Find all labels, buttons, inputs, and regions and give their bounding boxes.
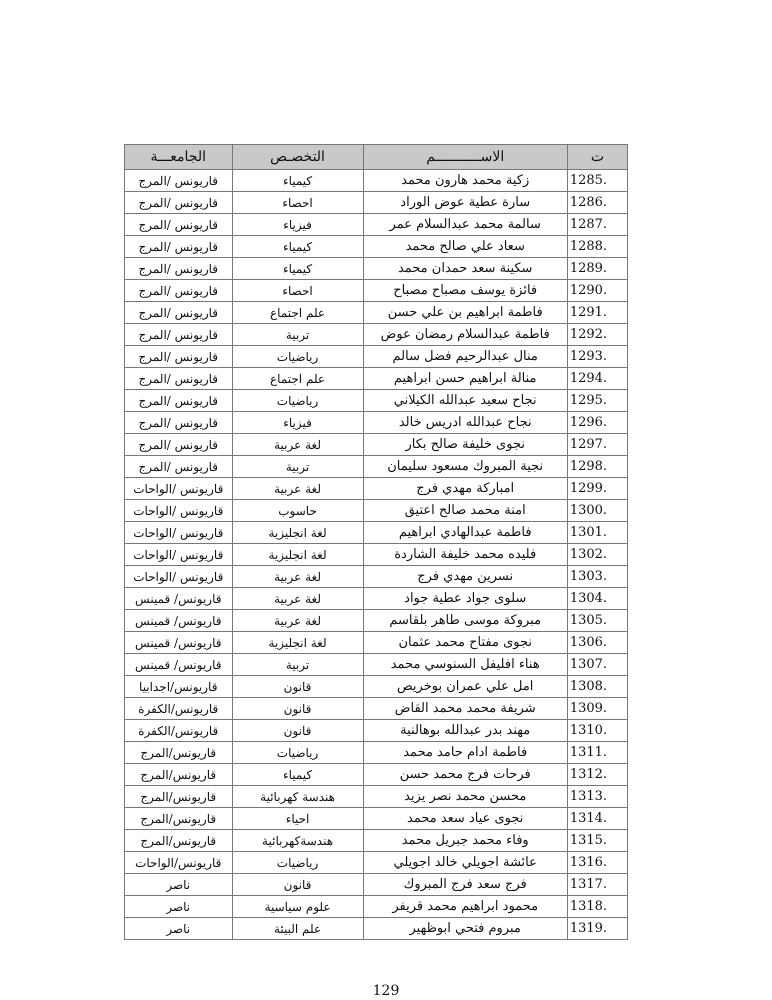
row-name: فاطمة عبدالهادي ابراهيم [363,522,567,544]
row-specialization: رياضيات [232,390,363,412]
row-name: زكية محمد هارون محمد [363,170,567,192]
row-name: نجاح عبدالله ادريس خالد [363,412,567,434]
row-name: محسن محمد نصر يزيد [363,786,567,808]
header-specialization: التخصـص [232,145,363,170]
row-university: قاريونس /المرج [125,324,233,346]
table-row [125,214,628,236]
graduates-table [124,144,628,940]
row-specialization: فيزياء [232,214,363,236]
table-row [125,720,628,742]
table-row [125,258,628,280]
row-name: فاطمة ابراهيم بن علي حسن [363,302,567,324]
row-university: قاريونس/ قمينس [125,588,233,610]
row-number: 1309. [567,698,627,720]
row-name: مهند بدر عبدالله بوهالنية [363,720,567,742]
row-name: فرج سعد فرج المبروك [363,874,567,896]
row-number: 1302. [567,544,627,566]
row-specialization: حاسوب [232,500,363,522]
row-name: شريفة محمد محمد القاض [363,698,567,720]
row-number: 1288. [567,236,627,258]
row-number: 1314. [567,808,627,830]
row-name: فاطمة ادام حامد محمد [363,742,567,764]
row-number: 1285. [567,170,627,192]
row-specialization: لغة عربية [232,566,363,588]
row-name: سكينة سعد حمدان محمد [363,258,567,280]
table-row [125,478,628,500]
row-name: محمود ابراهيم محمد قريفر [363,896,567,918]
row-number: 1319. [567,918,627,940]
table-row [125,566,628,588]
row-specialization: رياضيات [232,742,363,764]
table-row [125,786,628,808]
row-number: 1290. [567,280,627,302]
row-name: امل علي عمران بوخريص [363,676,567,698]
row-specialization: لغة عربية [232,610,363,632]
row-university: ناصر [125,896,233,918]
row-name: سعاد علي صالح محمد [363,236,567,258]
row-number: 1312. [567,764,627,786]
row-name: فليده محمد خليفة الشاردة [363,544,567,566]
row-number: 1317. [567,874,627,896]
page-number: 129 [372,983,400,999]
row-name: وفاء محمد جبريل محمد [363,830,567,852]
row-specialization: لغة انجليزية [232,522,363,544]
row-specialization: قانون [232,874,363,896]
row-specialization: هندسةكهربائية [232,830,363,852]
table-row [125,412,628,434]
row-number: 1315. [567,830,627,852]
row-university: ناصر [125,874,233,896]
table-row [125,192,628,214]
row-university: قاريونس/ قمينس [125,632,233,654]
row-number: 1303. [567,566,627,588]
row-specialization: قانون [232,720,363,742]
row-number: 1297. [567,434,627,456]
row-university: قاريونس/اجدابيا [125,676,233,698]
row-specialization: احصاء [232,192,363,214]
row-specialization: احصاء [232,280,363,302]
row-specialization: قانون [232,676,363,698]
row-university: قاريونس/ قمينس [125,654,233,676]
table-row [125,280,628,302]
row-specialization: علم اجتماع [232,302,363,324]
row-number: 1300. [567,500,627,522]
table-row [125,588,628,610]
row-university: قاريونس /المرج [125,192,233,214]
header-name: الاســـــــــــم [363,145,567,170]
table-body [125,170,628,940]
row-name: نجوى عياد سعد محمد [363,808,567,830]
row-specialization: رياضيات [232,346,363,368]
row-university: قاريونس/الكفرة [125,698,233,720]
header-number: ت [567,145,627,170]
row-name: هناء افليفل السنوسي محمد [363,654,567,676]
row-name: عائشة اجويلي خالد اجويلي [363,852,567,874]
row-name: نجوى مفتاح محمد عثمان [363,632,567,654]
row-specialization: علوم سياسية [232,896,363,918]
row-specialization: تربية [232,654,363,676]
row-university: قاريونس /المرج [125,434,233,456]
table-row [125,632,628,654]
table-row [125,500,628,522]
row-university: قاريونس/الكفرة [125,720,233,742]
row-university: قاريونس /المرج [125,214,233,236]
header-university: الجامعـــة [125,145,233,170]
row-number: 1294. [567,368,627,390]
row-number: 1313. [567,786,627,808]
table-row [125,852,628,874]
row-name: سلوى جواد عطية جواد [363,588,567,610]
row-specialization: لغة عربية [232,588,363,610]
row-specialization: احياء [232,808,363,830]
row-university: قاريونس /الواحات [125,522,233,544]
row-specialization: تربية [232,456,363,478]
table-row [125,236,628,258]
row-specialization: فيزياء [232,412,363,434]
row-university: قاريونس /الواحات [125,566,233,588]
row-university: قاريونس /المرج [125,412,233,434]
table-row [125,346,628,368]
table-row [125,302,628,324]
row-number: 1293. [567,346,627,368]
row-number: 1291. [567,302,627,324]
table-row [125,874,628,896]
row-number: 1286. [567,192,627,214]
row-university: قاريونس /المرج [125,456,233,478]
row-specialization: كيمياء [232,764,363,786]
table-row [125,676,628,698]
row-name: منال عبدالرحيم فضل سالم [363,346,567,368]
row-university: ناصر [125,918,233,940]
row-university: قاريونس /الواحات [125,500,233,522]
row-number: 1318. [567,896,627,918]
row-specialization: قانون [232,698,363,720]
row-specialization: رياضيات [232,852,363,874]
table-row [125,522,628,544]
table-row [125,434,628,456]
row-name: نجاح سعيد عبدالله الكيلاني [363,390,567,412]
row-name: امباركة مهدي فرج [363,478,567,500]
table-row [125,742,628,764]
row-university: قاريونس /المرج [125,368,233,390]
row-number: 1311. [567,742,627,764]
row-number: 1308. [567,676,627,698]
table-row [125,390,628,412]
row-number: 1289. [567,258,627,280]
row-name: منالة ابراهيم حسن ابراهيم [363,368,567,390]
row-number: 1296. [567,412,627,434]
row-number: 1305. [567,610,627,632]
table-row [125,324,628,346]
row-specialization: لغة انجليزية [232,544,363,566]
row-university: قاريونس /المرج [125,346,233,368]
row-name: نجوى خليفة صالح بكار [363,434,567,456]
row-number: 1295. [567,390,627,412]
table-row [125,456,628,478]
table-row [125,368,628,390]
row-university: قاريونس /المرج [125,236,233,258]
row-university: قاريونس /المرج [125,390,233,412]
row-number: 1292. [567,324,627,346]
row-university: قاريونس/المرج [125,830,233,852]
row-number: 1299. [567,478,627,500]
table-row [125,654,628,676]
row-specialization: علم البيئة [232,918,363,940]
row-number: 1310. [567,720,627,742]
row-name: نجية المبروك مسعود سليمان [363,456,567,478]
row-specialization: كيمياء [232,170,363,192]
row-specialization: لغة عربية [232,478,363,500]
table-row [125,830,628,852]
table-row [125,698,628,720]
row-name: فائزة يوسف مصباح مصباح [363,280,567,302]
table-header [125,145,628,170]
row-university: قاريونس /الواحات [125,544,233,566]
row-university: قاريونس/ قمينس [125,610,233,632]
header-row [125,145,628,170]
row-specialization: علم اجتماع [232,368,363,390]
row-number: 1301. [567,522,627,544]
row-name: نسرين مهدي فرج [363,566,567,588]
row-university: قاريونس /الواحات [125,478,233,500]
row-specialization: كيمياء [232,258,363,280]
row-specialization: لغة انجليزية [232,632,363,654]
row-number: 1307. [567,654,627,676]
row-number: 1298. [567,456,627,478]
table-row [125,764,628,786]
row-specialization: لغة عربية [232,434,363,456]
row-number: 1316. [567,852,627,874]
row-number: 1306. [567,632,627,654]
row-university: قاريونس /المرج [125,170,233,192]
row-name: سارة عطية عوض الوراد [363,192,567,214]
row-university: قاريونس/الواحات [125,852,233,874]
table-row [125,918,628,940]
row-name: فاطمة عبدالسلام رمضان عوض [363,324,567,346]
row-specialization: هندسة كهربائية [232,786,363,808]
row-number: 1287. [567,214,627,236]
table-row [125,544,628,566]
row-university: قاريونس/المرج [125,808,233,830]
table-row [125,170,628,192]
table-row [125,896,628,918]
row-name: مبروم فتحي ابوظهير [363,918,567,940]
row-university: قاريونس/المرج [125,742,233,764]
row-university: قاريونس/المرج [125,786,233,808]
row-number: 1304. [567,588,627,610]
row-name: سالمة محمد عبدالسلام عمر [363,214,567,236]
table-row [125,610,628,632]
row-university: قاريونس /المرج [125,258,233,280]
row-specialization: كيمياء [232,236,363,258]
row-university: قاريونس /المرج [125,302,233,324]
row-university: قاريونس/المرج [125,764,233,786]
row-specialization: تربية [232,324,363,346]
row-university: قاريونس /المرج [125,280,233,302]
row-name: فرحات فرج محمد حسن [363,764,567,786]
row-name: مبروكة موسى طاهر بلقاسم [363,610,567,632]
row-name: امنة محمد صالح اعتيق [363,500,567,522]
table-row [125,808,628,830]
